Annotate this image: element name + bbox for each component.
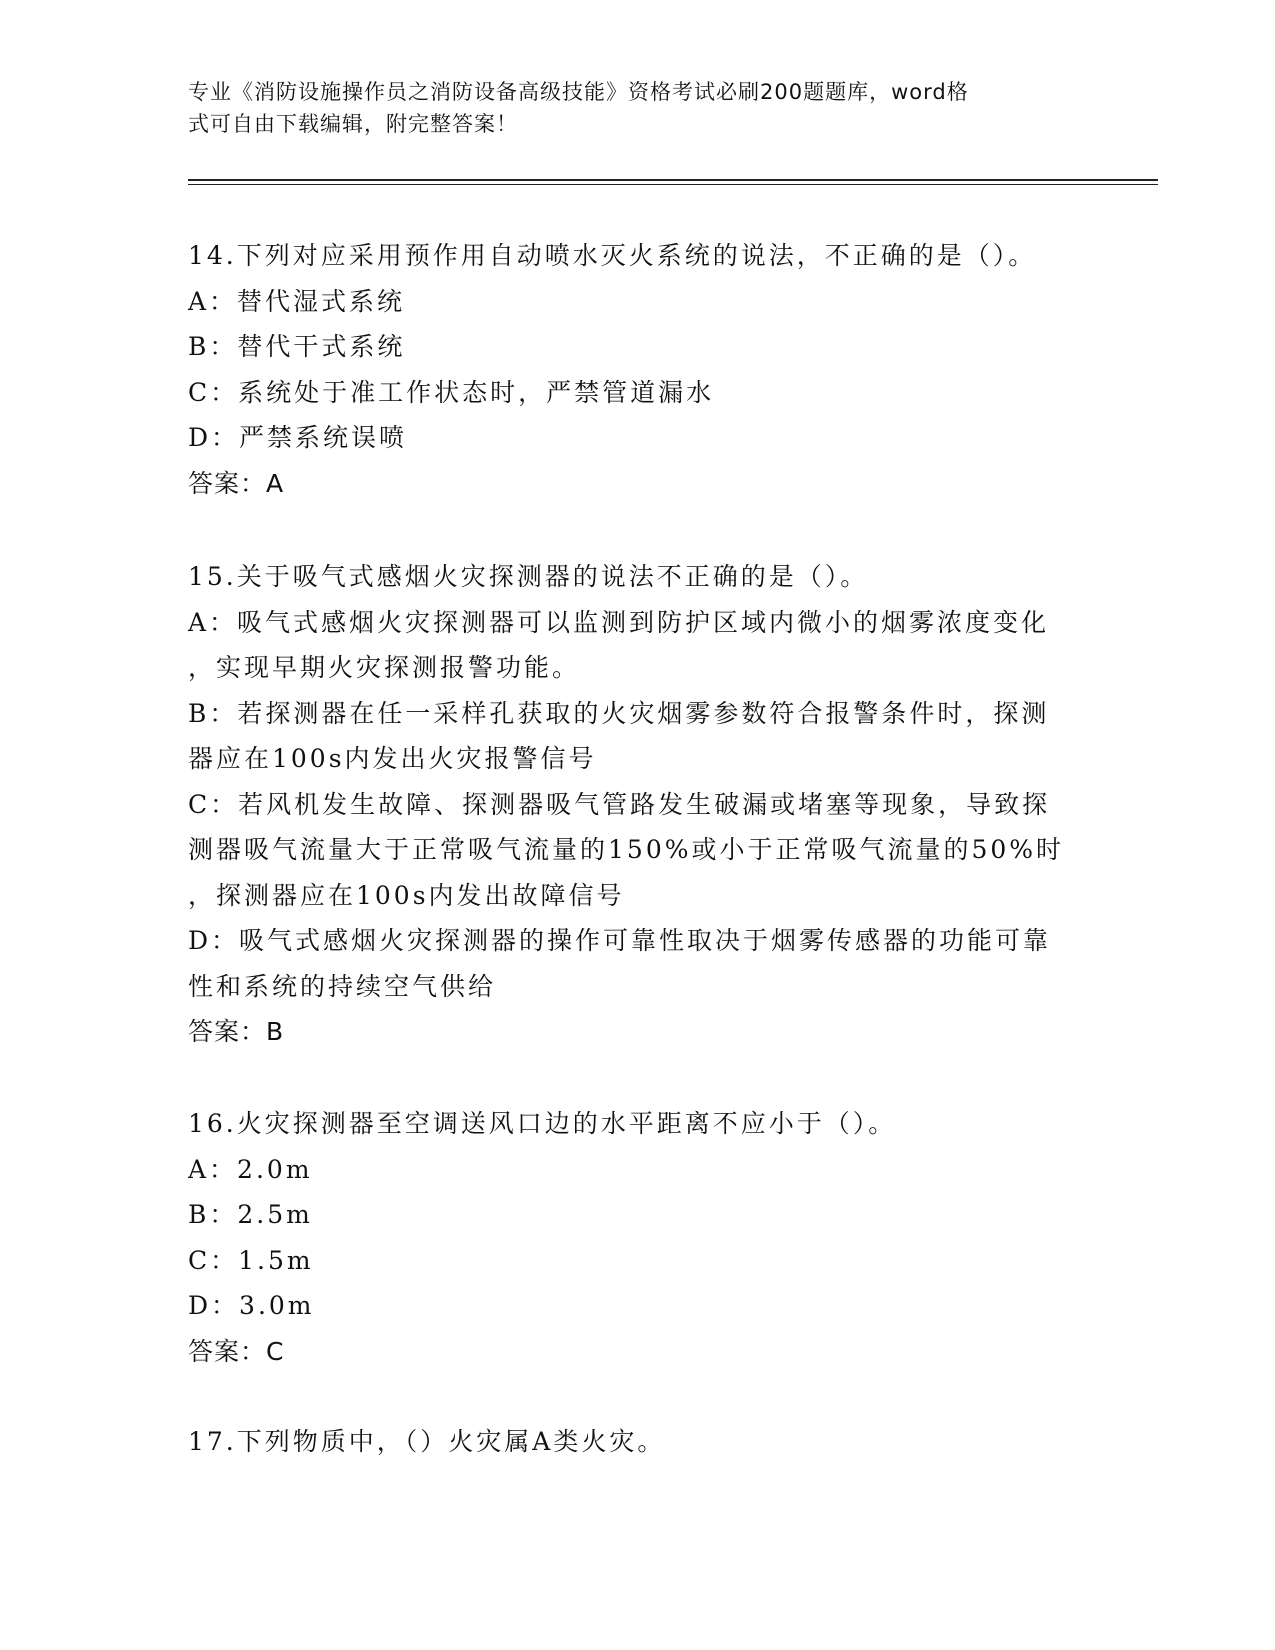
question-stem: 14.下列对应采用预作用自动喷水灭火系统的说法，不正确的是（）。: [188, 241, 1037, 270]
option-b-line-2: 器应在100s内发出火灾报警信号: [188, 744, 597, 773]
header-line-1: 专业《消防设施操作员之消防设备高级技能》资格考试必刷200题题库，word格: [188, 80, 969, 104]
question-stem: 17.下列物质中，（）火灾属A类火灾。: [188, 1427, 666, 1456]
option-c-line-2: 测器吸气流量大于正常吸气流量的150%或小于正常吸气流量的50%时: [188, 835, 1065, 864]
option-c-line-3: ，探测器应在100s内发出故障信号: [188, 880, 625, 910]
option-b-line-1: B：若探测器在任一采样孔获取的火灾烟雾参数符合报警条件时，探测: [188, 698, 1050, 728]
option-d: D：严禁系统误喷: [188, 423, 408, 452]
header-line-2: 式可自由下载编辑，附完整答案！: [188, 112, 518, 136]
option-d: [188, 918, 1088, 1009]
question-stem: 16.火灾探测器至空调送风口边的水平距离不应小于（）。: [188, 1109, 897, 1138]
question-stem: 15.关于吸气式感烟火灾探测器的说法不正确的是（）。: [188, 562, 869, 591]
question-15: [188, 554, 1088, 1055]
answer: 答案：C: [188, 1336, 285, 1366]
option-d: D：3.0m: [188, 1291, 315, 1320]
option-c-line-1: C：若风机发生故障、探测器吸气管路发生破漏或堵塞等现象，导致探: [188, 789, 1051, 819]
option-c: C：系统处于准工作状态时，严禁管道漏水: [188, 377, 715, 407]
option-b: B：替代干式系统: [188, 332, 406, 361]
question-14: [188, 233, 1088, 506]
question-16: [188, 1101, 1088, 1374]
option-a: A：2.0m: [188, 1154, 313, 1184]
option-d-line-2: 性和系统的持续空气供给: [188, 971, 497, 1001]
option-a-line-2: ，实现早期火灾探测报警功能。: [188, 653, 581, 682]
header-divider: [188, 179, 1158, 181]
header-divider-thin: [188, 184, 1158, 185]
option-c: C：1.5m: [188, 1245, 314, 1275]
document-header: [188, 76, 1088, 140]
option-a-line-1: A：吸气式感烟火灾探测器可以监测到防护区域内微小的烟雾浓度变化: [188, 607, 1050, 637]
answer: 答案：A: [188, 468, 285, 498]
option-a: [188, 600, 1088, 691]
option-c: [188, 782, 1088, 919]
option-b: [188, 691, 1088, 782]
question-17: [188, 1419, 1088, 1465]
option-a: A：替代湿式系统: [188, 286, 406, 316]
answer: 答案：B: [188, 1017, 285, 1046]
option-d-line-1: D：吸气式感烟火灾探测器的操作可靠性取决于烟雾传感器的功能可靠: [188, 926, 1052, 955]
option-b: B：2.5m: [188, 1200, 313, 1229]
